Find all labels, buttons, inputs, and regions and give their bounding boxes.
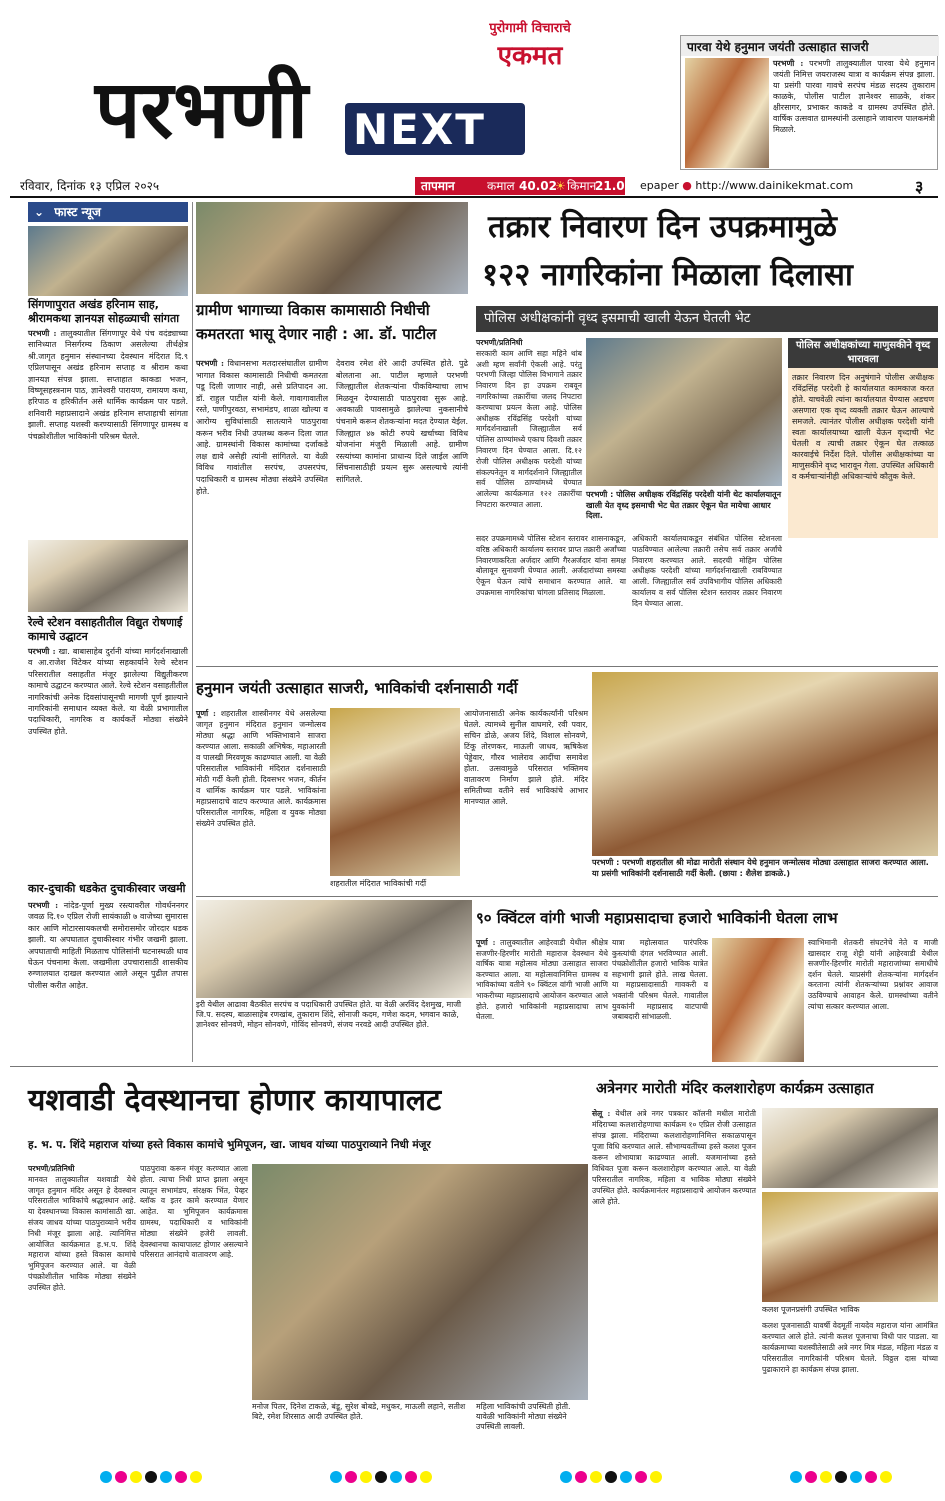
patil-body: विधानसभा मतदारसंघातील ग्रामीण भागात विकास कामासाठी निधीची कमतरता पडू दिली जाणार नाही, असे प्रतिपादन आ. डॉ. राहुल पाटील यांनी केले. गावागावातील रस्ते, पाणीपुरवठा, सभामंडप, शाळा खोल्या व आरोग्य सुविधांसाठी सातत्याने पाठपुरावा करून भरीव निधी उपलब्ध करून दिला जात आहे. ग्रामस्थांनी विकास कामांच्या दर्जाकडे लक्ष द्यावे असेही त्यांनी सांगितले. या वेळी विविध गावांतील सरपंच, उपसरपंच, पदाधिकारी व ग्रामस्थ मोठ्या संख्येने उपस्थित होते. (196, 359, 328, 496)
min-value: 21.03 (595, 179, 633, 193)
vangi-body-3: स्वाभिमानी शेतकरी संघटनेचे नेते व माजी खासदार राजू शेट्टी यांनी आहेरवाडी येथील सजणीर-हिरणीर मारोती महाराजांच्या समाधीचे दर्शन घेतले. याप्रसंगी शेतकऱ्यांना मार्गदर्शन करताना त्यांनी शेतकऱ्यांच्या प्रश्नांवर आवाज उठविण्याचे आवाहन केले. ग्रामस्थांच्या वतीने त्यांचा सत्कार करण्यात आला. (808, 938, 938, 1011)
date-bar (10, 177, 938, 195)
lead-body: सरकारी काम आणि सहा महिने थांब अशी म्हण सर्वांनी ऐकली आहे. परंतु परभणी जिल्हा पोलिस विभागाने तक्रार निवारण दिन हा उपक्रम राबवून नागरिकांच्या तक्रारींचा जलद निपटारा करण्याचा प्रयत्न केला आहे. पोलिस अधीक्षक रविंद्रसिंह परदेशी यांच्या मार्गदर्शनाखाली जिल्ह्यातील सर्व पोलिस ठाण्यांमध्ये एकाच दिवशी तक्रार निवारण दिन घेण्यात आला. दि.१२ रोजी पोलिस अधीक्षक परदेशी यांच्या संकल्पनेतून व मार्गदर्शनाने जिल्ह्यातील सर्व पोलिस ठाण्यांमध्ये घेण्यात आलेल्या कार्यक्रमात १२२ तक्रारींचा निपटारा करण्यात आला. (476, 348, 582, 509)
yashwadi-body-2: पाठपुरावा करून मंजूर करण्यात आला होता. त्याचा निधी प्राप्त झाला असून त्यातून सभामंडप, संरक्षक भिंत, पेव्हर ब्लॉक व इतर कामे करण्यात येणार आहेत. या भुमिपूजन कार्यक्रमास ग्रामस्थ, पदाधिकारी व भाविकांनी मोठ्या संख्येने हजेरी लावली. देवस्थानचा कायापालट होणार असल्याने परिसरात आनंदाचे वातावरण आहे. (140, 1164, 248, 1260)
brand-tag: पुरोगामी विचाराचे (489, 21, 571, 36)
vangi-body-2: यात्रा महोत्सवात पारंपरिक कुस्त्यांची दंगल भरविण्यात आली. पंचक्रोशीतील हजारो भाविक यात्रेत सहभागी झाले होते. लाख घेतला. या महाप्रसादासाठी गावकरी व भक्तांनी परिश्रम घेतले. गावातील युवकांनी महाप्रसाद वाटपाची जबाबदारी सांभाळली. (612, 938, 708, 1022)
fast-news-title: रेल्वे स्टेशन वसाहतीतील विद्युत रोषणाई कामाचे उद्घाटन (28, 616, 183, 643)
atre-story (592, 1072, 938, 1442)
vangi-photo-caption: इरी येथील आढावा बैठकीत सरपंच व पदाधिकारी उपस्थित होते. या वेळी अरविंद देशमुख, माजी जि.प. सदस्य, बाळासाहेब रणखांब, तुकाराम शिंदे, सोनाजी कदम, गणेश कदम, भगवान काळे, ज्ञानेश्वर सोनवणे, मोहन सोनवणे, गोविंद सोनवणे, संजय नरवडे आदी उपस्थित होते. (196, 1000, 462, 1030)
yashwadi-subtitle: ह. भ. प. शिंदे महाराज यांच्या हस्ते विकास कामांचे भुमिपूजन, खा. जाधव यांच्या पाठपुराव्याने निधी मंजूर (28, 1139, 431, 1151)
top-right-title: पारवा येथे हनुमान जयंती उत्साहात साजरी (681, 36, 939, 56)
epaper (640, 177, 890, 195)
epaper-label: epaper (640, 179, 679, 192)
hanuman-story (196, 670, 588, 892)
hanuman-title: हनुमान जयंती उत्साहात साजरी, भाविकांची दर्शनासाठी गर्दी (196, 679, 518, 697)
yashwadi-story (28, 1072, 588, 1442)
dateline: सेलू : (592, 1109, 611, 1118)
lead-body-2: सदर उपक्रमामध्ये पोलिस स्टेशन स्तरावर शासनाकडून, वरिष्ठ अधिकारी कार्यालय स्तरावर प्राप्त तक्रारी अर्जांच्या निवारणाकरिता अर्जदार आणि गैरअर्जदार यांना समक्ष बोलावून सुनावणी घेण्यात आली. अर्जदारांच्या समस्या ऐकून घेऊन त्यांचे समाधान करण्यात आले. या उपक्रमास नागरिकांचा चांगला प्रतिसाद मिळाला. (476, 534, 626, 597)
patil-body-2: देवराव रमेश शेरे आदी उपस्थित होते. पुढे बोलताना आ. पाटील म्हणाले परभणी जिल्ह्यातील शेतकऱ्यांना पीकविम्याचा लाभ मिळवून देण्यासाठी पाठपुरावा सुरू आहे. अवकाळी पावसामुळे झालेल्या नुकसानीचे पंचनामे करून शेतकऱ्यांना मदत देण्यात येईल. जिल्ह्यात ४७ कोटी रुपये खर्चाच्या विविध योजनांना मंजुरी मिळाली आहे. ग्रामीण रस्त्यांच्या कामांना प्राधान्य दिले जाईल आणि सिंचनासाठीही प्रयत्न सुरू असल्याचे त्यांनी सांगितले. (336, 359, 468, 484)
atre-photo-2 (762, 1192, 938, 1302)
next-logo-text: NEXT (353, 105, 486, 154)
fast-news-body: तालुक्यातील सिंगणापूर येथे पंच वदंड्याच्या सानिध्यात निसर्गरम्य ठिकाण असलेल्या तीर्थक्षेत्र श्री.जागृत हनुमान संस्थानच्या देवस्थान मंदिरात दि.९ एप्रिलपासून अखंड हरिनाम सप्ताह व श्रीराम कथा ज्ञानयज्ञ संपन्न झाला. सप्ताहात काकडा भजन, विष्णूसहस्त्रनाम पाठ, ज्ञानेश्वरी पारायण, रामायण कथा, हरिपाठ व हरिकीर्तन असे धार्मिक कार्यक्रम पार पडले. शनिवारी महाप्रसादाने अखंड हरिनाम सप्ताहाची सांगता झाली. सप्ताह यशस्वी करण्यासाठी सिंगणापूर ग्रामस्थ व पंचक्रोशीतील भाविकांनी परिश्रम घेतले. (28, 329, 188, 441)
atre-body: येथील अत्रे नगर पत्रकार कॉलनी मधील मारोती मंदिराच्या कलशारोहणाचा कार्यक्रम १० एप्रिल रोजी उत्साहात संपन्न झाला. मंदिराच्या कलशारोहणानिमित्त सकाळपासून पूजा विधि करण्यात आले. सौभाग्यवतींच्या हस्ते कलश पूजन करून शोभायात्रा काढण्यात आली. यजमानांच्या हस्ते विधिवत पूजा करून कलशारोहण करण्यात आले. या वेळी परिसरातील नागरिक, महिला व भाविक मोठ्या संख्येने उपस्थित होते. कार्यक्रमानंतर महाप्रसादाचे आयोजन करण्यात आले होते. (592, 1109, 756, 1206)
fast-news-title: सिंगणापुरात अखंड हरिनाम साह, श्रीरामकथा ज्ञानयज्ञ सोहळ्याची सांगता (28, 298, 180, 325)
dateline: परभणी/प्रतिनिधी (476, 338, 523, 347)
fast-news-label: फास्ट न्यूज (54, 205, 101, 219)
vangi-food-photo (712, 938, 804, 1062)
hanuman-body-2: आयोजनासाठी अनेक कार्यकर्त्यांनी परिश्रम घेतले. त्यामध्ये सुनील वाघमारे, रवी पवार, सचिन डोळे, अजय शिंदे, विशाल सोनवणे, टिंकू तोरणकर, माऊली जाधव, ऋषिकेश पेड्डेवार, गौरव भालेराव आदींचा समावेश होता. उत्सवामुळे परिसरात भक्तिमय वातावरण निर्माण झाले होते. मंदिर समितीच्या वतीने सर्व भाविकांचे आभार मानण्यात आले. (464, 709, 588, 806)
masthead (0, 0, 680, 175)
sun-icon: ☀ (555, 179, 566, 193)
lead-sidebar-title: पोलिस अधीक्षकांच्या माणुसकीने वृध्द भारावला (788, 338, 938, 368)
vangi-body: तालुक्यातील आहेरवाडी येथील श्रीक्षेत्र सजणीर-हिरणीर मारोती महाराज देवस्थान येथे वार्षिक यात्रा महोत्सव मोठ्या उत्साहात साजरा करण्यात आला. या महोत्सवानिमित्त ग्रामस्थ व भाविकांच्या वतीने ९० क्विंटल वांगी भाजी आणि भाकरीच्या महाप्रसादाचे आयोजन करण्यात आले होते. हजारो भाविकांनी महाप्रसादाचा लाभ घेतला. (476, 938, 608, 1022)
fast-news-column (28, 202, 188, 1062)
dateline: परभणी : (773, 58, 804, 68)
patil-title-line2: कमतरता भासू देणार नाही : आ. डॉ. पाटील (196, 325, 437, 343)
lead-sidebar-body: तक्रार निवारण दिन अनुषंगाने पोलीस अधीक्षक रविंद्रसिंह परदेशी हे कार्यालयात कामकाज करत होते. याचवेळी त्यांना कार्यालयात येण्यास अडचण असणारा एक वृध्द व्यक्ती तक्रार घेऊन आल्याचे समजले. त्यानंतर पोलीस अधीक्षक परदेशी यांनी स्वतः कार्यालयाच्या खाली येऊन वृध्दाची भेट घेतली व त्याची तक्रार ऐकून घेत तत्काळ कारवाईचे निर्देश दिले. पोलीस अधीक्षकांच्या या माणुसकीने वृध्द भारावून गेला. उपस्थित अधिकारी व कर्मचाऱ्यांनीही अधिकाऱ्यांचे कौतुक केले. (792, 373, 934, 481)
yashwadi-photo-caption: मनोज पितर, दिनेश टाकळे, बंडू, सुरेश बोबडे, मधुकर, माऊली लहाने, सतीश बिटे, रमेश शिरसाठ आदी उपस्थित होते. (252, 1402, 466, 1421)
max-value: 40.02 (519, 179, 557, 193)
atre-photo-1 (762, 1108, 938, 1188)
min-label: किमान (567, 179, 597, 193)
chevron-down-icon: ⌄ (34, 205, 45, 219)
hanuman-right-caption: परभणी : परभणी शहरातील श्री मोढा मारोती संस्थान येथे हनुमान जन्मोत्सव मोठ्या उत्साहात साजरा करण्यात आला. या प्रसंगी भाविकांनी दर्शनासाठी गर्दी केली. (छाया : शैलेश डाकळे.) (592, 858, 929, 878)
lead-body-3: अधिकारी कार्यालयाकडून संबंधित पोलिस स्टेशनला पाठविण्यात आलेल्या तक्रारी तसेच सर्व तक्रार अर्जांचे निवारण करण्यात आले. सदरची मोहिम पोलिस अधीक्षक परदेशी यांच्या मार्गदर्शनाखाली राबविण्यात आली. जिल्ह्यातील सर्व उपविभागीय पोलिस अधिकारी कार्यालय व सर्व पोलिस स्टेशन स्तरावर तक्रार निवारण दिन घेण्यात आला. (632, 534, 782, 608)
top-right-story (680, 35, 938, 170)
fast-news-title: कार-दुचाकी धडकेत दुचाकीस्वार जखमी (28, 882, 186, 895)
vangi-story (476, 900, 938, 1062)
hanuman-right (592, 672, 938, 894)
lead-photo (586, 338, 782, 486)
dateline: परभणी : (28, 646, 56, 656)
lead-title-line1: तक्रार निवारण दिन उपक्रमामुळे (488, 209, 837, 245)
vangi-title: ९० क्विंटल वांगी भाजी महाप्रसादाचा हजारो भाविकांनी घेतला लाभ (476, 909, 838, 927)
next-logo (345, 103, 525, 155)
max-label: कमाल (487, 179, 515, 193)
dateline: परभणी : (28, 328, 57, 338)
dateline: परभणी : (196, 358, 224, 368)
lead-title-line2: १२२ नागरिकांना मिळाला दिलासा (482, 257, 853, 293)
globe-icon: ● (682, 179, 692, 192)
lead-photo-caption: परभणी : पोलिस अधीक्षक रविंद्रसिंह परदेशी यांनी थेट कार्यालयातून खाली येत वृध्द इसमाची भेट घेत तक्रार ऐकून घेत मायेचा आधार दिला. (586, 490, 782, 520)
patil-story (196, 202, 468, 662)
hanuman-group-photo (592, 672, 938, 856)
hanuman-body: शहरातील शास्त्रीनगर येथे असलेल्या जागृत हनुमान मंदिरात हनुमान जन्मोत्सव मोठ्या श्रद्धा आणि भक्तिभावाने साजरा करण्यात आला. सकाळी अभिषेक, महाआरती व पालखी मिरवणूक काढण्यात आली. या वेळी परिसरातील भाविकांनी मंदिरात दर्शनासाठी मोठी गर्दी केली होती. दिवसभर भजन, कीर्तन व धार्मिक कार्यक्रम पार पडले. भाविकांना महाप्रसादाचे वाटप करण्यात आले. कार्यक्रमास परिसरातील नागरिक, महिला व युवक मोठ्या संख्येने उपस्थित होते. (196, 709, 326, 828)
atre-photo-caption: कलश पूजनप्रसंगी उपस्थित भाविक (762, 1305, 860, 1314)
registration-marks (100, 1468, 240, 1482)
yashwadi-photo-caption-2: महिला भाविकांची उपस्थिती होती. यावेळी भाविकांनी मोठ्या संख्येने उपस्थिती लावली. (476, 1402, 571, 1431)
fast-news-header (28, 202, 188, 222)
lead-story (476, 202, 938, 662)
patil-title (196, 298, 468, 350)
atre-title: अत्रेनगर मारोती मंदिर कलशारोहण कार्यक्रम उत्साहात (596, 1081, 874, 1097)
atre-body-2: कलश पूजनासाठी यावर्षी वेदमूर्ती नायदेव महाराज यांना आमंत्रित करण्यात आले होते. त्यांनी कलश पूजनाचा विधी पार पाडला. या कार्यक्रमाच्या यशस्वीतेसाठी अत्रे नगर मित्र मंडळ, महिला मंडळ व परिसरातील नागरिकांनी परिश्रम घेतले. विठ्ठल दास यांच्या पुढाकाराने हा कार्यक्रम संपन्न झाला. (762, 1321, 938, 1374)
yashwadi-body: मानवत तालुक्यातील यशवाडी येथे जागृत हनुमान मंदिर असून हे देवस्थान परिसरातील भाविकांचे श्रद्धास्थान आहे. या देवस्थानच्या विकास कामांसाठी खा. संजय जाधव यांच्या पाठपुराव्याने भरीव निधी मंजूर झाला आहे. त्यानिमित्त आयोजित कार्यक्रमात ह.भ.प. शिंदे महाराज यांच्या हस्ते विकास कामांचे भुमिपूजन करण्यात आले. या वेळी पंचक्रोशीतील भाविक मोठ्या संख्येने उपस्थित होते. (28, 1174, 136, 1292)
fast-news-body: खा. बाबासाहेब दुर्रानी यांच्या मार्गदर्शनाखाली व आ.राजेश विटेकर यांच्या सहकार्याने रेल्वे स्टेशन परिसरातील वसाहतीत मंजूर झालेल्या विद्युतीकरण कामाचे उद्घाटन करण्यात आले. रेल्वे स्टेशन वसाहतीतील नागरिकांची अनेक दिवसांपासूनची मागणी पूर्ण झाल्याने नागरिकांनी समाधान व्यक्त केले. या वेळी प्रभागातील पदाधिकारी, नागरिक व कार्यकर्ते मोठ्या संख्येने उपस्थित होते. (28, 647, 188, 736)
top-right-photo (685, 58, 769, 168)
brand-logo: एकमत (497, 41, 563, 71)
fast-news-photo-1 (28, 226, 188, 296)
fast-news-photo-2 (28, 540, 188, 612)
dateline: परभणी : (28, 900, 59, 910)
registration-marks (790, 1468, 930, 1482)
page-number: ३ (915, 177, 924, 196)
lead-sidebar (788, 338, 938, 538)
lead-subtitle: पोलिस अधीक्षकांनी वृध्द इसमाची खाली येऊन घेतली भेट (476, 306, 938, 332)
masthead-title: परभणी (95, 63, 308, 156)
weather-box (415, 177, 633, 195)
vangi-group-photo (196, 900, 472, 998)
yashwadi-title: यशवाडी देवस्थानचा होणार कायापालट (28, 1083, 442, 1118)
top-right-body: परभणी तालुक्यातील पारवा येथे हनुमान जयंती निमित्त जयराजस्थ यात्रा व कार्यक्रम संपन्न झाला. या प्रसंगी पारवा गावचे सरपंच मंडळ सदस्य तुकाराम काळके, पोलीस पाटील ज्ञानेश्वर साळके, शंकर क्षीरसागर, प्रभाकर काकडे व ग्रामस्थ उपस्थित होते. वार्षिक उत्सवात ग्रामस्थांनी उत्साहाने जावारण पालकमंत्री मिळाले. (773, 59, 935, 134)
patil-photo (196, 202, 468, 294)
registration-marks (330, 1468, 470, 1482)
weather-label: तापमान (421, 179, 455, 193)
patil-title-line1: ग्रामीण भागाच्या विकास कामासाठी निधीची (196, 301, 430, 319)
hanuman-photo-caption: शहरातील मंदिरात भाविकांची गर्दी (330, 879, 427, 888)
registration-marks (560, 1468, 700, 1482)
fast-news-body: नांदेड-पूर्णा मुख्य रस्त्यावरील गोवर्धननगर जवळ दि.१० एप्रिल रोजी सायंकाळी ७ वाजेच्या सुमारास कार आणि मोटारसायकलची समोरासमोर जोरदार धडक झाली. या अपघातात दुचाकीस्वार गंभीर जखमी झाला. अपघाताची माहिती मिळताच पोलिसांनी घटनास्थळी धाव घेऊन पंचनामा केला. जखमीला उपचारासाठी शासकीय रुग्णालयात दाखल करण्यात आले असून पुढील तपास पोलीस करीत आहेत. (28, 901, 188, 990)
hanuman-temple-photo (330, 708, 460, 876)
dateline: पूर्णा : (476, 938, 496, 947)
yashwadi-photo (252, 1164, 588, 1400)
dateline: परभणी/प्रतिनिधी (28, 1164, 75, 1173)
dateline: पूर्णा : (196, 709, 216, 718)
epaper-url[interactable]: http://www.dainikekmat.com (695, 179, 854, 192)
date: रविवार, दिनांक १३ एप्रिल २०२५ (20, 179, 160, 193)
